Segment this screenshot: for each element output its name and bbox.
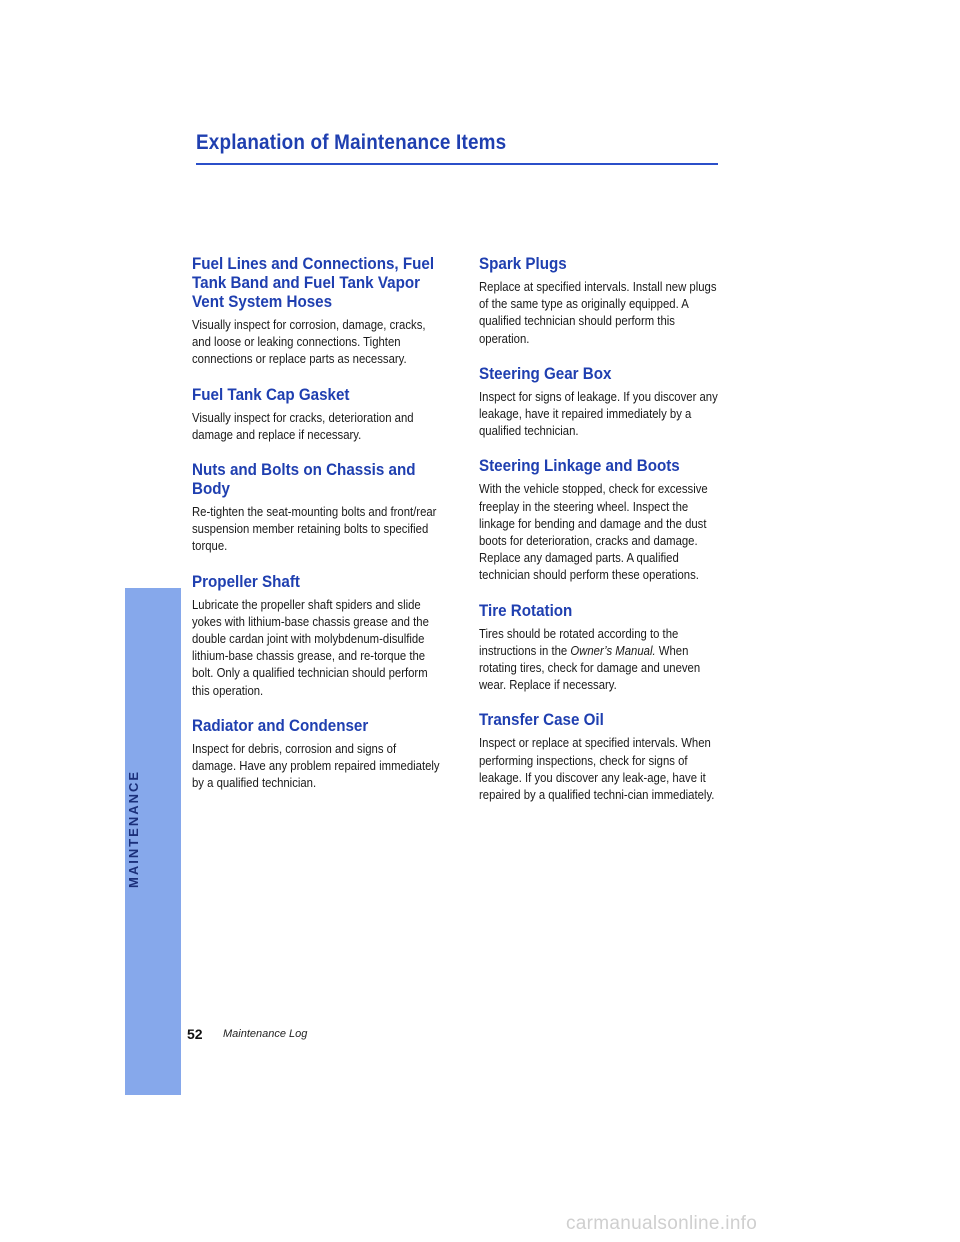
section-fuel-tank-cap-gasket [192,386,440,444]
footer-label: Maintenance Log [223,1028,308,1040]
section-tire-rotation [479,602,724,695]
side-tab-label: MAINTENANCE [126,769,141,888]
section-heading: Tire Rotation [479,601,573,620]
right-column [479,255,724,821]
section-heading: Propeller Shaft [192,572,300,591]
page-title: Explanation of Maintenance Items [196,131,507,154]
section-heading: Steering Linkage and Boots [479,457,680,476]
section-heading: Radiator and Condenser [192,716,369,735]
owners-manual-reference: Owner’s Manual. [570,643,656,658]
section-heading: Fuel Tank Cap Gasket [192,385,350,404]
body-text: Tires should be rotated according to the instructions in the [479,626,679,658]
section-body: Re-tighten the seat-mounting bolts and front/rear suspension member retaining bolts to specified torque. [192,505,437,554]
section-body: Visually inspect for corrosion, damage, cracks, and loose or leaking connections. Tighten connections or replace parts as necessary. [192,318,426,367]
page-number: 52 [187,1026,203,1042]
section-radiator-and-condenser [192,717,440,793]
left-column [192,255,440,809]
section-body: Inspect for debris, corrosion and signs of damage. Have any problem repaired immediately by a qualified technician. [192,741,440,791]
section-heading: Transfer Case Oil [479,711,604,730]
section-body: Lubricate the propeller shaft spiders and slide yokes with lithium-base chassis grease and the double cardan joint with molybdenum-disulfide lithium-base chassis grease, and re-torque the bolt. Only a qualified technician should perform this operation. [192,597,429,698]
section-heading: Nuts and Bolts on Chassis and Body [192,461,416,499]
section-body: With the vehicle stopped, check for excessive freeplay in the steering wheel. Inspect the linkage for bending and damage and the dust boots for deterioration, cracks and damage. Replace any damaged parts. A qualified technician should perform these operations. [479,482,708,583]
section-body [479,626,724,695]
section-body: Inspect or replace at specified intervals. When performing inspections, check for signs of leakage. If you discover any leak-age, have it repaired by a qualified techni-cian immediately. [479,736,715,803]
section-fuel-lines [192,255,440,369]
section-steering-gear-box [479,365,724,441]
section-heading: Steering Gear Box [479,364,612,383]
section-body: Inspect for signs of leakage. If you discover any leakage, have it repaired immediately by a qualified technician. [479,389,718,439]
title-divider [196,163,718,165]
section-spark-plugs [479,255,724,348]
section-steering-linkage [479,457,724,584]
section-propeller-shaft [192,573,440,700]
side-tab-label-wrapper [124,381,144,888]
section-heading: Fuel Lines and Connections, Fuel Tank Band and Fuel Tank Vapor Vent System Hoses [192,255,435,311]
section-heading: Spark Plugs [479,255,567,273]
section-nuts-and-bolts [192,461,440,556]
section-body: Visually inspect for cracks, deterioration and damage and replace if necessary. [192,410,414,442]
watermark: carmanualsonline.info [566,1213,758,1234]
body-text: When rotating tires, check for damage and uneven wear. Replace if necessary. [479,643,701,693]
section-body: Replace at specified intervals. Install new plugs of the same type as originally equipped. A qualified technician should perform this operation. [479,280,717,346]
section-transfer-case-oil [479,711,724,804]
